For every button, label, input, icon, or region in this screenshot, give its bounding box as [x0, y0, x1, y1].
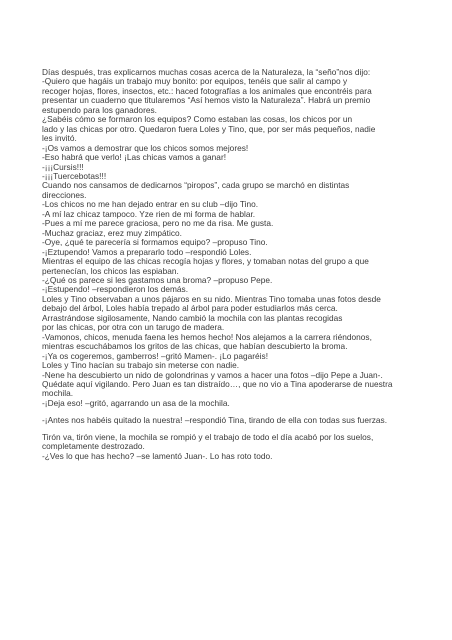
text-line: -Pues a mí me parece graciosa, pero no me da risa. Me gusta.: [42, 218, 274, 229]
text-line: Loles y Tino hacían su trabajo sin meterse con nadie.: [42, 360, 240, 371]
text-line: -¡Os vamos a demostrar que los chicos somos mejores!: [42, 142, 249, 153]
text-line: -A mí laz chicaz tampoco. Yze rien de mi forma de hablar.: [42, 208, 256, 219]
text-line: estupendo para los ganadores.: [42, 104, 157, 115]
text-line: ¿Sabéis cómo se formaron los equipos? Como estaban las cosas, los chicos por un: [42, 114, 353, 125]
text-line: Días después, tras explicarnos muchas cosas acerca de la Naturaleza, la “seño”nos dijo:: [42, 67, 371, 77]
text-line: Quédate aquí vigilando. Pero Juan es tan distraído…, que no vio a Tina apoderarse de nuestra: [42, 378, 393, 389]
text-line: -Oye, ¿qué te parecería si formamos equipo? –propuso Tino.: [42, 237, 268, 248]
text-line: -¡Ya os cogeremos, gamberros! –gritó Mamen-. ¡Lo pagaréis!: [42, 350, 269, 361]
text-line: -¡Antes nos habéis quitado la nuestra! –respondió Tina, tirando de ella con todas sus fuerzas.: [42, 414, 388, 425]
text-line: completamente destrozado.: [42, 441, 145, 452]
text-line: pertenecían, los chicos las espiaban.: [42, 265, 179, 276]
text-line: -¡Deja eso! –gritó, agarrando un asa de la mochila.: [42, 397, 230, 408]
text-line: mientras escuchábamos los gritos de las chicas, que habían descubierto la broma.: [42, 341, 348, 352]
text-line: les invitó.: [42, 133, 77, 144]
text-line: Mientras el equipo de las chicas recogía hojas y flores, y tomaban notas del grupo a que: [42, 256, 369, 267]
text-line: -¡¡¡Tuercebotas!!!: [42, 170, 107, 181]
text-line: recoger hojas, flores, insectos, etc.: haced fotografías a los animales que encontréis para: [42, 85, 372, 96]
text-line: por las chicas, por otra con un tarugo de madera.: [42, 322, 225, 333]
text-line: -¡¡¡Cursis!!!: [42, 161, 84, 172]
text-line: -Vamonos, chicos, menuda faena les hemos hecho! Nos alejamos a la carrera riéndonos,: [42, 331, 372, 342]
text-line: Tirón va, tirón viene, la mochila se rompió y el trabajo de todo el día acabó por los suelos,: [42, 431, 374, 442]
text-line: -Eso habrá que verlo! ¡Las chicas vamos a ganar!: [42, 152, 227, 163]
text-line: -Muchaz graciaz, erez muy zimpático.: [42, 227, 182, 238]
text-line: -¿Ves lo que has hecho? –se lamentó Juan-. Lo has roto todo.: [42, 450, 273, 461]
text-line: Loles y Tino observaban a unos pájaros en su nido. Mientras Tino tomaba unas fotos desde: [42, 293, 381, 304]
text-line: -Quiero que hagáis un trabajo muy bonito: por equipos, tenéis que salir al campo y: [42, 76, 348, 87]
text-line: -Los chicos no me han dejado entrar en su club –dijo Tino.: [42, 199, 259, 210]
text-line: -Nene ha descubierto un nido de golondrinas y vamos a hacer una fotos –dijo Pepe a Juan-.: [42, 369, 383, 380]
text-line: -¿Qué os parece si les gastamos una broma? –propuso Pepe.: [42, 274, 273, 285]
text-line: -¡Eztupendo! Vamos a prepararlo todo –respondió Loles.: [42, 246, 252, 257]
text-line: debajo del árbol, Loles había trepado al árbol para poder estudiarlos más cerca.: [42, 303, 338, 314]
text-line: -¡Estupendo! –respondieron los demás.: [42, 284, 189, 295]
text-line: Cuando nos cansamos de dedicarnos “piropos”, cada grupo se marchó en distintas: [42, 180, 350, 191]
text-line: lado y las chicas por otro. Quedaron fuera Loles y Tino, que, por ser más pequeños, nadie: [42, 123, 376, 134]
text-line: presentar un cuaderno que titularemos “Así hemos visto la Naturaleza”. Habrá un premio: [42, 95, 371, 106]
text-line: direcciones.: [42, 189, 87, 200]
text-line: Arrastrándose sigilosamente, Nando cambió la mochila con las plantas recogidas: [42, 312, 343, 323]
story-text: [42, 68, 442, 461]
text-line: mochila.: [42, 388, 74, 399]
